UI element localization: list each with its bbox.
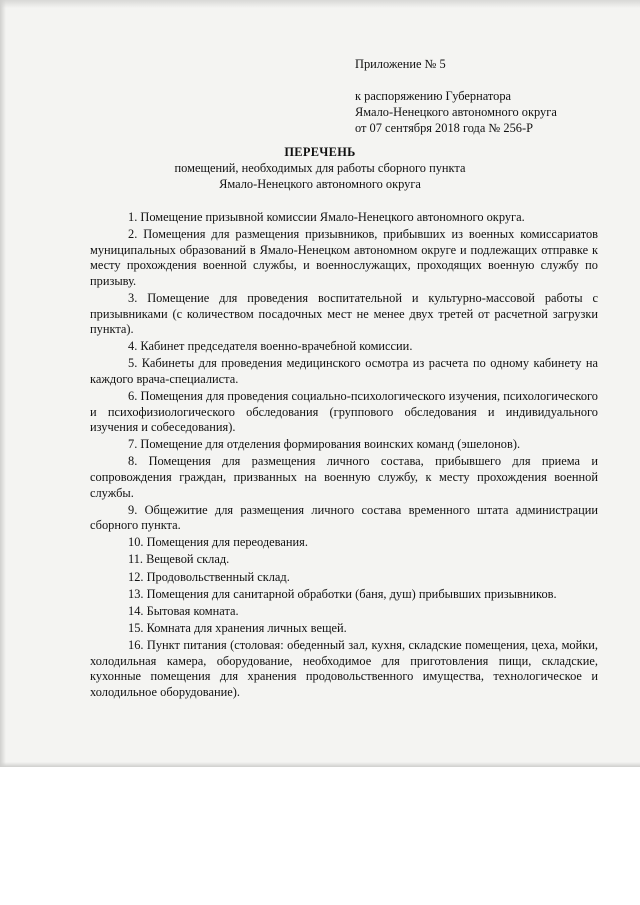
order-reference-line-2: Ямало-Ненецкого автономного округа xyxy=(355,105,557,119)
list-item: 14. Бытовая комната. xyxy=(128,603,239,618)
list-item: 6. Помещения для проведения социально-психологического изучения, психологического и психофизиологического обследования (группового обследования и индивидуального изучения и собеседования). xyxy=(90,389,598,435)
header-spacer xyxy=(355,72,557,88)
order-reference-line-1: к распоряжению Губернатора xyxy=(355,89,512,103)
appendix-header xyxy=(355,56,557,136)
list-item: 7. Помещение для отделения формирования воинских команд (эшелонов). xyxy=(128,437,521,452)
title-line-2: Ямало-Ненецкого автономного округа xyxy=(219,177,421,191)
title-heading: ПЕРЕЧЕНЬ xyxy=(284,145,356,159)
title-line-1: помещений, необходимых для работы сборного пункта xyxy=(174,161,466,175)
order-reference-line-3: от 07 сентября 2018 года № 256-Р xyxy=(355,121,533,135)
document-title xyxy=(0,144,640,192)
scan-bottom-edge xyxy=(0,762,640,767)
list-item: 9. Общежитие для размещения личного состава временного штата администрации сборного пункта. xyxy=(90,502,598,533)
list-item: 8. Помещения для размещения личного состава, прибывшего для приема и сопровождения граждан, призванных на военную службу, к месту прохождения военной службы. xyxy=(90,454,598,500)
list-item: 11. Вещевой склад. xyxy=(128,552,230,567)
scan-left-shadow xyxy=(0,0,6,767)
appendix-number: Приложение № 5 xyxy=(355,57,446,71)
list-item: 12. Продовольственный склад. xyxy=(128,569,290,584)
list-item: 10. Помещения для переодевания. xyxy=(128,535,308,550)
list-item: 1. Помещение призывной комиссии Ямало-Ненецкого автономного округа. xyxy=(128,210,525,224)
list-item: 5. Кабинеты для проведения медицинского осмотра из расчета по одному кабинету на каждого врача-специалиста. xyxy=(90,356,598,386)
list-item: 15. Комната для хранения личных вещей. xyxy=(128,620,347,635)
list-item: 2. Помещения для размещения призывников, прибывших из военных комиссариатов муниципальных образований в Ямало-Ненецком автономном округе и подлежащих отправке к месту прохождения военной службы, и военнослужащих, проходящих военную службу по призыву. xyxy=(90,227,598,288)
premises-list xyxy=(90,210,598,702)
scan-top-shadow xyxy=(0,0,640,8)
list-item: 16. Пункт питания (столовая: обеденный зал, кухня, складские помещения, цеха, мойки, холодильная камера, оборудование, необходимое для приготовления пищи, складские, кухонные помещения для хранения продовольственного имущества, технологическое и холодильное оборудование). xyxy=(90,637,598,699)
list-item: 13. Помещения для санитарной обработки (баня, душ) прибывших призывников. xyxy=(128,586,557,601)
list-item: 3. Помещение для проведения воспитательной и культурно-массовой работы с призывниками (с количеством посадочных мест не менее двух третей от расчетной загрузки пункта). xyxy=(90,290,598,337)
list-item: 4. Кабинет председателя военно-врачебной комиссии. xyxy=(128,339,413,354)
